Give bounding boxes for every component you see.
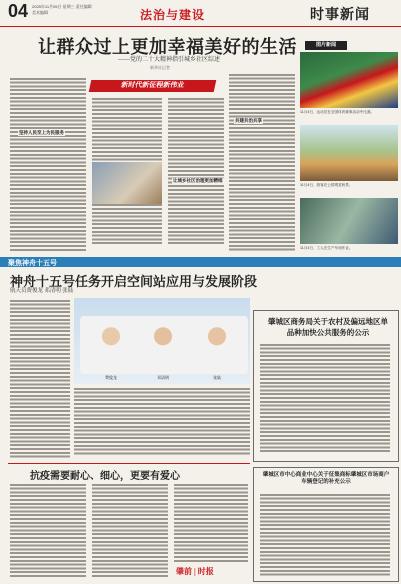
- lead-headline: 让群众过上更加幸福美好的生活: [38, 37, 297, 57]
- bottom-column-3: [174, 482, 248, 562]
- series-banner-text: 新时代新征程新伟业: [120, 82, 185, 89]
- header-meta: 2025年11月05日 星期三 责任编辑 美术编辑: [32, 4, 92, 15]
- lead-subhead-2: 让城乡社区治理更加精细: [173, 178, 223, 183]
- astronaut-name-1: 费俊龙: [105, 375, 117, 380]
- lead-column-3: [168, 96, 224, 246]
- section-title: 时事新闻: [310, 6, 370, 22]
- lead-subhead-1: 坚持人民至上为民服务: [19, 130, 64, 135]
- notice-title: 肇城区商务局关于农村及偏远地区单品种加快公共服务的公示: [268, 317, 388, 337]
- feature-band: [0, 257, 401, 267]
- feature-subhead: 航天员费俊龙 邓清明 张陆: [10, 288, 74, 294]
- astronaut-photo-3: [186, 316, 248, 374]
- lead-subhead: ——党的二十大精神指引城乡社区综述: [118, 57, 221, 63]
- photo-caption-2: 11月4日，游客在公园观赏秋景。: [300, 183, 353, 187]
- feature-body: [74, 386, 250, 456]
- bottom-right-body: [260, 492, 390, 576]
- sports-photo: [300, 52, 398, 108]
- lead-column-1: [10, 76, 86, 252]
- lead-inline-photo: [92, 162, 162, 204]
- photo-news-label: 图片新闻: [305, 41, 347, 50]
- astronaut-name-3: 张陆: [213, 375, 221, 380]
- lead-subhead-3: 共建共治共享: [235, 118, 262, 123]
- page-number: 04: [8, 1, 29, 21]
- feature-headline: 神舟十五号任务开启空间站应用与发展阶段: [10, 274, 258, 289]
- bottom-column-1: [10, 482, 86, 578]
- bottom-headline: 抗疫需要耐心、细心，更要有爱心: [30, 471, 180, 482]
- feature-column-left: [10, 298, 70, 458]
- lead-column-4: [229, 72, 295, 252]
- masthead: 法治与建设: [140, 8, 206, 22]
- astronaut-photo-2: [132, 316, 194, 374]
- factory-photo: [300, 198, 398, 244]
- bottom-right-headline: 肇城区市中心商业中心关于征集商标肇城区市场商户车辆登记的补充公示: [262, 472, 390, 485]
- photo-caption-3: 11月4日，工人在生产车间作业。: [300, 246, 353, 250]
- notice-body: [260, 342, 390, 452]
- footer-logo: 肇前 | 时报: [176, 567, 214, 576]
- photo-caption-1: 11月4日，运动员在全国体育赛事活动中比赛。: [300, 110, 375, 114]
- page-header: [0, 0, 401, 27]
- bottom-divider: [8, 463, 250, 464]
- bottom-column-2: [92, 482, 168, 578]
- series-banner: [89, 80, 217, 92]
- astronaut-name-2: 邓清明: [157, 375, 169, 380]
- lead-byline: 新华社记者: [150, 65, 170, 70]
- feature-tag: 聚焦神舟十五号: [8, 260, 57, 267]
- park-photo: [300, 125, 398, 181]
